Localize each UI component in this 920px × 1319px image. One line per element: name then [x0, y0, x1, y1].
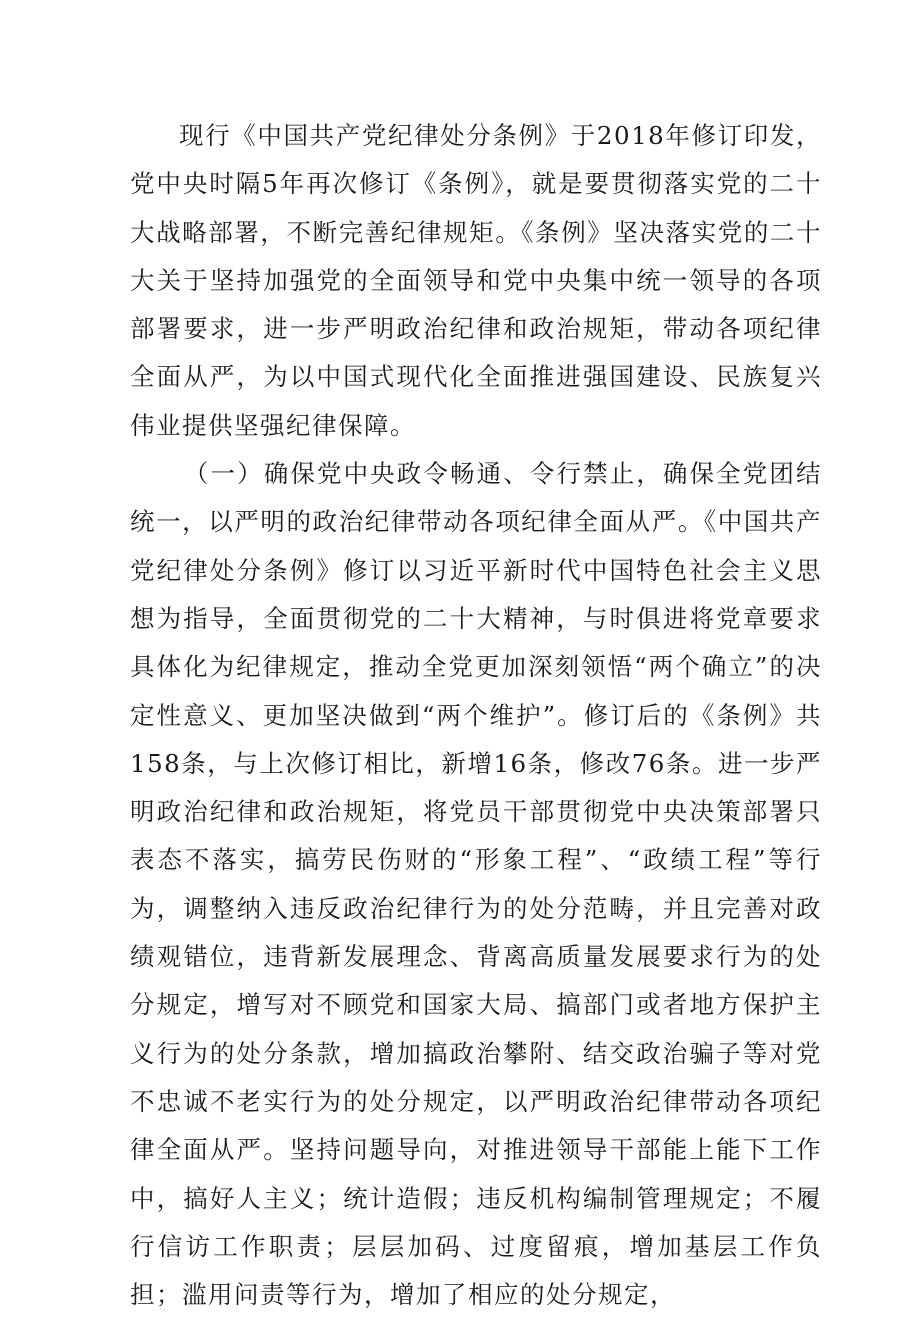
paragraph-section-1: （一）确保党中央政令畅通、令行禁止，确保全党团结统一，以严明的政治纪律带动各项纪律全面从严。《中国共产党纪律处分条例》修订以习近平新时代中国特色社会主义思想为指导，全面贯彻党的二十大精神，与时俱进将党章要求具体化为纪律规定，推动全党更加深刻领悟“两个确立”的决定性意义、更加坚决做到“两个维护”。修订后的《条例》共158条，与上次修订相比，新增16条，修改76条。进一步严明政治纪律和政治规矩，将党员干部贯彻党中央决策部署只表态不落实，搞劳民伤财的“形象工程”、“政绩工程”等行为，调整纳入违反政治纪律行为的处分范畴，并且完善对政绩观错位，违背新发展理念、背离高质量发展要求行为的处分规定，增写对不顾党和国家大局、搞部门或者地方保护主义行为的处分条款，增加搞政治攀附、结交政治骗子等对党不忠诚不老实行为的处分规定，以严明政治纪律带动各项纪律全面从严。坚持问题导向，对推进领导干部能上能下工作中，搞好人主义；统计造假；违反机构编制管理规定；不履行信访工作职责；层层加码、过度留痕，增加基层工作负担；滥用问责等行为，增加了相应的处分规定， [130, 459, 822, 1310]
document-body [130, 112, 822, 1319]
paragraph-intro: 现行《中国共产党纪律处分条例》于2018年修订印发，党中央时隔5年再次修订《条例》，就是要贯彻落实党的二十大战略部署，不断完善纪律规矩。《条例》坚决落实党的二十大关于坚持加强党的全面领导和党中央集中统一领导的各项部署要求，进一步严明政治纪律和政治规矩，带动各项纪律全面从严，为以中国式现代化全面推进强国建设、民族复兴伟业提供坚强纪律保障。 [130, 121, 822, 440]
